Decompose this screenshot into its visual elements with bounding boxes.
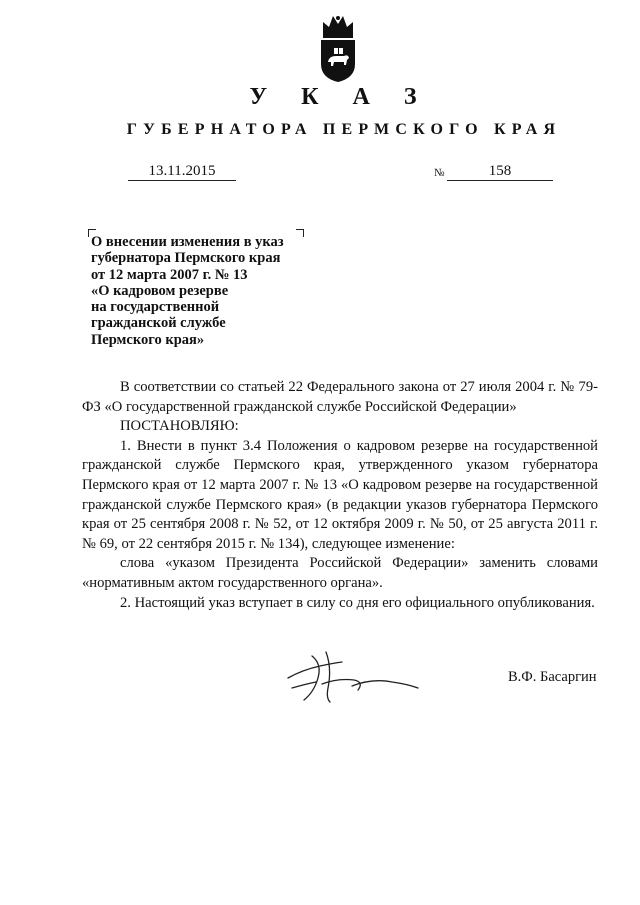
subject-line: гражданской службе <box>91 315 226 332</box>
decree-title: У К А З <box>249 84 431 110</box>
number-sign: № <box>434 167 445 179</box>
subject-line: губернатора Пермского края <box>91 250 281 267</box>
subject-line: Пермского края» <box>91 331 205 348</box>
decree-subject <box>91 234 311 348</box>
subject-line: «О кадровом резерве <box>91 282 229 299</box>
amendment-paragraph: слова «указом Президента Российской Федерации» заменить словами «нормативным актом государственного органа». <box>82 555 598 591</box>
handwritten-signature-icon <box>282 648 422 708</box>
subject-line: от 12 марта 2007 г. № 13 <box>91 266 248 283</box>
subject-line: О внесении изменения в указ <box>91 234 284 250</box>
decree-number: 158 <box>447 163 553 181</box>
item-1-paragraph: 1. Внести в пункт 3.4 Положения о кадровом резерве на государственной гражданской службе Пермского края, утвержденного указом губернатора Пермского края от 12 марта 2007 г. № 13 «О кадровом резерве на государственной гражданской службе Пермского края» (в редакции указов губернатора Пермского края от 25 сентября 2008 г. № 52, от 12 октября 2009 г. № 50, от 25 августа 2011 г. № 69, от 22 сентября 2015 г. № 134), следующее изменение: <box>82 437 598 552</box>
decree-date: 13.11.2015 <box>128 163 236 181</box>
signer-name: В.Ф. Басаргин <box>508 669 597 685</box>
item-2-paragraph: 2. Настоящий указ вступает в силу со дня его официального опубликования. <box>120 594 595 611</box>
perm-krai-coat-of-arms-icon <box>317 12 359 84</box>
decree-body <box>82 378 598 613</box>
preamble-paragraph: В соответствии со статьей 22 Федерального закона от 27 июля 2004 г. № 79-ФЗ «О государственной гражданской службе Российской Федерации» <box>82 379 598 415</box>
subject-line: на государственной <box>91 299 220 316</box>
decree-subtitle: ГУБЕРНАТОРА ПЕРМСКОГО КРАЯ <box>126 121 562 138</box>
decree-word: ПОСТАНОВЛЯЮ: <box>120 418 239 435</box>
